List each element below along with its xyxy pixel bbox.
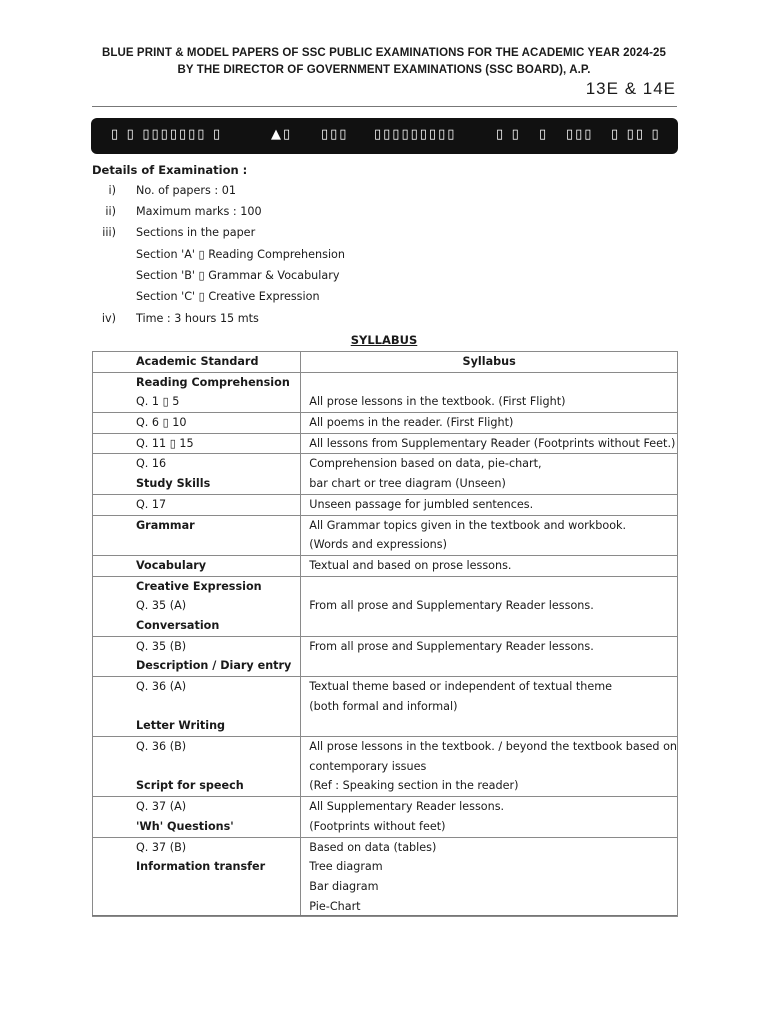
standard-text: Q. 36 (B) [136, 740, 187, 754]
detail-text: Section 'B' ▯ Grammar & Vocabulary [136, 269, 340, 282]
table-row [93, 433, 678, 454]
standard-text [93, 757, 300, 777]
detail-number: iv) [101, 312, 116, 325]
standard-text: Description / Diary entry [136, 659, 292, 673]
table-row [93, 555, 678, 576]
table-header-row [93, 352, 678, 373]
table-row [93, 837, 678, 917]
syllabus-text: (Footprints without feet) [309, 819, 446, 833]
banner-segment: ▲▯ [271, 127, 293, 142]
table-row [93, 454, 678, 494]
syllabus-text: All prose lessons in the textbook. (First Flight) [309, 395, 566, 409]
syllabus-cell [301, 372, 678, 412]
academic-standard-cell [93, 515, 301, 555]
table-row [93, 797, 678, 837]
syllabus-text [301, 373, 677, 393]
syllabus-text: All Supplementary Reader lessons. [309, 800, 505, 814]
syllabus-text [301, 616, 677, 636]
syllabus-title-text: SYLLABUS [350, 333, 418, 347]
standard-text: 'Wh' Questions' [136, 819, 234, 833]
syllabus-text: All lessons from Supplementary Reader (Footprints without Feet.) [309, 436, 676, 450]
syllabus-text: contemporary issues [309, 759, 427, 773]
syllabus-text: Based on data (tables) [309, 840, 437, 854]
detail-text: No. of papers : 01 [136, 184, 236, 197]
syllabus-cell [301, 413, 678, 434]
syllabus-text [301, 656, 677, 676]
table-row [93, 677, 678, 737]
detail-number: ii) [105, 205, 116, 218]
paper-code: 13E & 14E [585, 79, 676, 98]
academic-standard-cell [93, 636, 301, 676]
academic-standard-cell [93, 797, 301, 837]
syllabus-table [92, 351, 678, 917]
syllabus-cell [301, 515, 678, 555]
standard-text: Q. 17 [136, 497, 167, 511]
header-line-2: BY THE DIRECTOR OF GOVERNMENT EXAMINATIONS (SSC BOARD), A.P. [177, 64, 591, 76]
syllabus-title [0, 333, 768, 347]
table-row [93, 636, 678, 676]
syllabus-cell [301, 494, 678, 515]
syllabus-cell [301, 433, 678, 454]
syllabus-text: All Grammar topics given in the textbook and workbook. [309, 518, 627, 532]
header-cell [93, 352, 301, 373]
academic-standard-cell [93, 494, 301, 515]
academic-standard-cell [93, 837, 301, 917]
syllabus-text [301, 716, 677, 736]
subject-banner [91, 118, 678, 154]
standard-text: Conversation [136, 618, 220, 632]
header-cell [301, 352, 678, 373]
syllabus-text: Bar diagram [309, 879, 379, 893]
syllabus-cell [301, 737, 678, 797]
detail-number: i) [108, 184, 116, 197]
syllabus-text: Tree diagram [309, 860, 383, 874]
syllabus-text: Textual and based on prose lessons. [309, 558, 512, 572]
syllabus-cell [301, 636, 678, 676]
standard-text: Grammar [136, 518, 195, 532]
syllabus-cell [301, 454, 678, 494]
banner-segment: ▯ ▯ [496, 127, 521, 142]
academic-standard-cell [93, 576, 301, 636]
syllabus-text: All prose lessons in the textbook. / beyond the textbook based on [309, 740, 677, 754]
standard-text [93, 697, 300, 717]
table-row [93, 413, 678, 434]
syllabus-text: Pie-Chart [309, 899, 361, 913]
syllabus-cell [301, 555, 678, 576]
detail-text: Maximum marks : 100 [136, 205, 262, 218]
standard-text: Creative Expression [136, 579, 262, 593]
syllabus-cell [301, 576, 678, 636]
standard-text: Letter Writing [136, 719, 226, 733]
standard-text: Information transfer [136, 860, 266, 874]
detail-text: Section 'C' ▯ Creative Expression [136, 290, 320, 303]
syllabus-cell [301, 837, 678, 917]
banner-segment: ▯▯▯▯▯▯▯▯▯ [374, 127, 457, 142]
syllabus-text: Textual theme based or independent of textual theme [309, 680, 613, 693]
syllabus-text [301, 577, 677, 597]
standard-text: Q. 1 ▯ 5 [136, 395, 180, 409]
syllabus-text: Unseen passage for jumbled sentences. [309, 497, 534, 511]
standard-text: Study Skills [136, 477, 211, 491]
syllabus-text: Comprehension based on data, pie-chart, [309, 457, 542, 471]
banner-segment: ▯ ▯▯ ▯ [611, 127, 661, 142]
header-line-1: BLUE PRINT & MODEL PAPERS OF SSC PUBLIC EXAMINATIONS FOR THE ACADEMIC YEAR 2024-25 [101, 47, 667, 59]
academic-standard-cell [93, 372, 301, 412]
table-row [93, 515, 678, 555]
standard-text [93, 897, 300, 917]
standard-text [93, 877, 300, 897]
standard-text: Q. 16 [136, 457, 167, 471]
standard-text: Q. 37 (A) [136, 800, 187, 814]
standard-text: Q. 11 ▯ 15 [136, 436, 194, 450]
standard-text: Q. 36 (A) [136, 680, 187, 693]
syllabus-text: (both formal and informal) [309, 699, 458, 713]
standard-text: Vocabulary [136, 558, 207, 572]
syllabus-text: (Words and expressions) [309, 538, 447, 552]
standard-text [93, 535, 300, 555]
standard-text: Reading Comprehension [136, 375, 290, 389]
academic-standard-cell [93, 737, 301, 797]
banner-segment: ▯ [539, 127, 549, 142]
column-header: Academic Standard [136, 355, 259, 368]
detail-text: Section 'A' ▯ Reading Comprehension [136, 248, 345, 261]
syllabus-text: From all prose and Supplementary Reader lessons. [309, 639, 594, 653]
academic-standard-cell [93, 433, 301, 454]
syllabus-text: From all prose and Supplementary Reader lessons. [309, 599, 594, 613]
syllabus-text: (Ref : Speaking section in the reader) [309, 779, 519, 793]
syllabus-text: bar chart or tree diagram (Unseen) [309, 477, 506, 491]
academic-standard-cell [93, 454, 301, 494]
academic-standard-cell [93, 555, 301, 576]
table-row [93, 494, 678, 515]
banner-segment: ▯▯▯ [321, 127, 349, 142]
column-header: Syllabus [462, 355, 516, 368]
table-row [93, 576, 678, 636]
detail-text: Time : 3 hours 15 mts [136, 312, 259, 325]
detail-number: iii) [102, 226, 116, 239]
standard-text: Q. 35 (B) [136, 639, 187, 653]
banner-segment: ▯ ▯ ▯▯▯▯▯▯▯ ▯ [111, 127, 223, 142]
standard-text: Q. 35 (A) [136, 599, 187, 613]
details-title: Details of Examination : [92, 163, 248, 177]
standard-text: Script for speech [136, 779, 244, 793]
academic-standard-cell [93, 677, 301, 737]
syllabus-cell [301, 797, 678, 837]
footer-rule [92, 915, 677, 916]
academic-standard-cell [93, 413, 301, 434]
table-row [93, 372, 678, 412]
syllabus-cell [301, 677, 678, 737]
table-row [93, 737, 678, 797]
syllabus-text: All poems in the reader. (First Flight) [309, 416, 514, 430]
header-rule [92, 106, 677, 107]
standard-text: Q. 37 (B) [136, 840, 187, 854]
banner-segment: ▯▯▯ [566, 127, 594, 142]
detail-text: Sections in the paper [136, 226, 256, 239]
standard-text: Q. 6 ▯ 10 [136, 416, 187, 430]
